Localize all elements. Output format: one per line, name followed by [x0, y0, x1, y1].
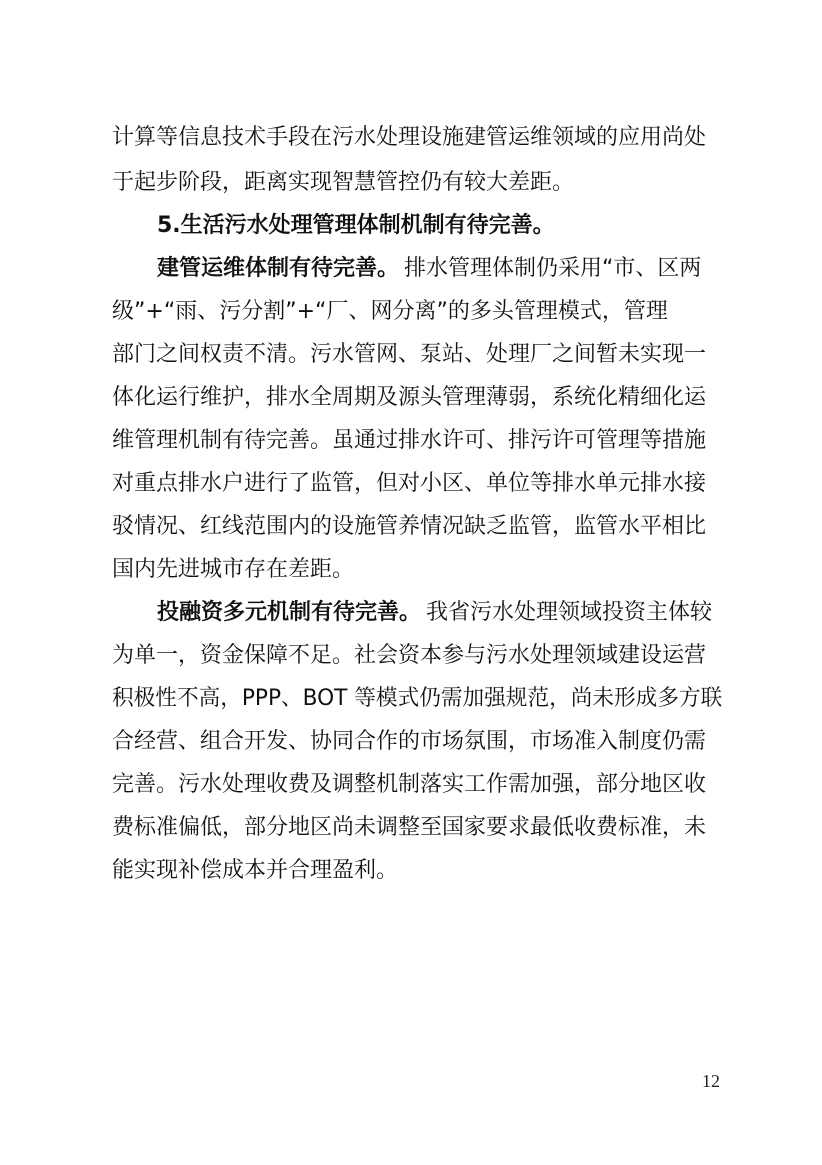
body-text: 排水管理体制仍采用“市、区两 [404, 256, 702, 281]
body-text: 国内先进城市存在差距。 [112, 557, 355, 582]
body-line [0, 679, 822, 719]
body-line [0, 636, 822, 676]
body-line [0, 421, 822, 461]
body-text: 完善。污水处理收费及调整机制落实工作需加强，部分地区收 [112, 772, 707, 797]
body-text: 驳情况、红线范围内的设施管养情况缺乏监管，监管水平相比 [112, 514, 707, 539]
body-text: 部门之间权责不清。污水管网、泵站、处理厂之间暂未实现一 [112, 342, 707, 367]
body-text: 能实现补偿成本并合理盈利。 [112, 858, 399, 883]
body-line [0, 118, 822, 158]
page-number: 12 [702, 1071, 720, 1091]
paragraph-lead: 建管运维体制有待完善。 [157, 256, 400, 281]
body-line [0, 378, 822, 418]
body-text: 积极性不高，PPP、BOT 等模式仍需加强规范，尚未形成多方联 [112, 686, 723, 711]
body-text: 体化运行维护，排水全周期及源头管理薄弱，系统化精细化运 [112, 385, 707, 410]
paragraph-lead: 投融资多元机制有待完善。 [157, 600, 422, 625]
body-line [0, 808, 822, 848]
body-line [0, 464, 822, 504]
body-text: 计算等信息技术手段在污水处理设施建管运维领域的应用尚处 [112, 125, 707, 150]
body-line [0, 851, 822, 891]
body-line [0, 765, 822, 805]
body-line [0, 507, 822, 547]
body-text: 为单一，资金保障不足。社会资本参与污水处理领域建设运营 [112, 643, 707, 668]
body-line [0, 550, 822, 590]
body-text: 我省污水处理领域投资主体较 [426, 600, 713, 625]
paragraph-line [0, 249, 822, 289]
body-text: 于起步阶段，距离实现智慧管控仍有较大差距。 [112, 170, 575, 195]
section-heading [0, 206, 822, 246]
body-text: 合经营、组合开发、协同合作的市场氛围，市场准入制度仍需 [112, 729, 707, 754]
body-text: 费标准偏低，部分地区尚未调整至国家要求最低收费标准，未 [112, 815, 707, 840]
body-line [0, 335, 822, 375]
body-text: 维管理机制有待完善。虽通过排水许可、排污许可管理等措施 [112, 428, 707, 453]
body-text: 级”+“雨、污分割”+“厂、网分离”的多头管理模式，管理 [112, 299, 668, 324]
body-line [0, 163, 822, 203]
body-line [0, 292, 822, 332]
body-text: 对重点排水户进行了监管，但对小区、单位等排水单元排水接 [112, 471, 707, 496]
section-heading-text: 5.生活污水处理管理体制机制有待完善。 [157, 213, 555, 238]
paragraph-line [0, 593, 822, 633]
body-line [0, 722, 822, 762]
